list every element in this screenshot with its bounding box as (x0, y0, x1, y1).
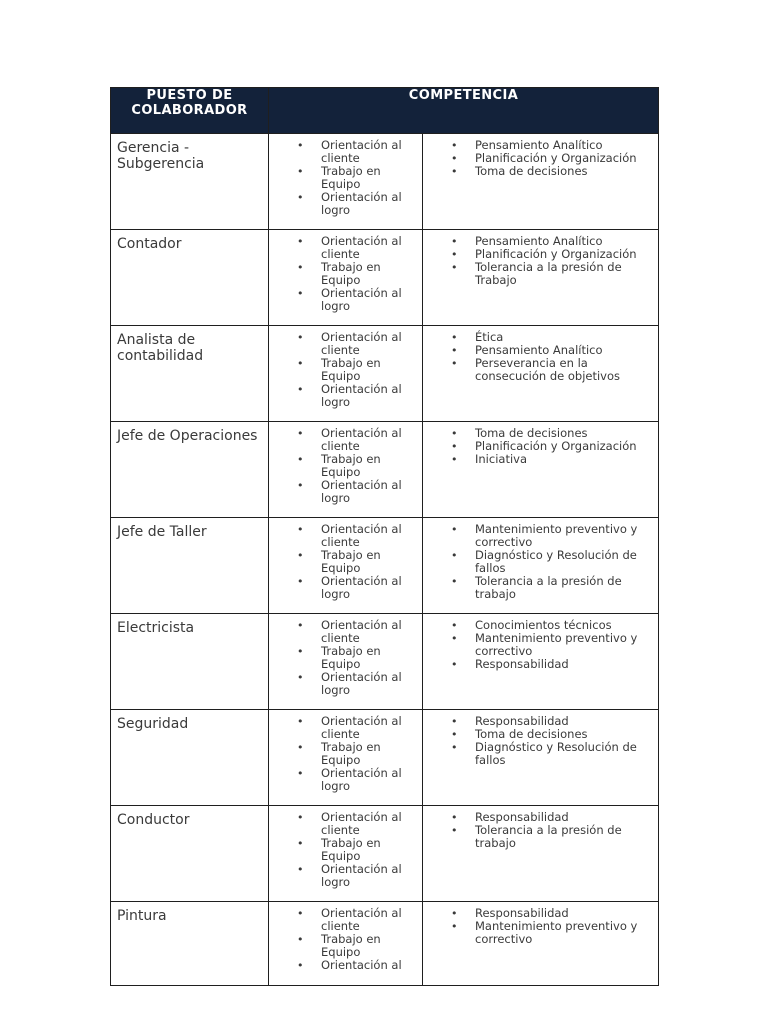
competencias-especificas-cell (423, 422, 659, 518)
table-row (111, 134, 659, 230)
list-item: • Orientación al cliente (269, 619, 422, 645)
list-item: • Mantenimiento preventivo y correctivo (423, 632, 658, 658)
list-item: • Pensamiento Analítico (423, 344, 658, 357)
competencias-especificas-list (423, 614, 658, 671)
list-item: • Diagnóstico y Resolución de fallos (423, 549, 658, 575)
list-item: • Toma de decisiones (423, 165, 658, 178)
list-item: • Trabajo en Equipo (269, 453, 422, 479)
competencias-especificas-cell (423, 326, 659, 422)
competencias-especificas-list (423, 134, 658, 178)
puesto-cell: Electricista (111, 614, 269, 710)
list-item: • Orientación al cliente (269, 715, 422, 741)
list-item: • Orientación al cliente (269, 907, 422, 933)
table-row (111, 326, 659, 422)
table-row (111, 710, 659, 806)
competencias-generales-cell (269, 806, 423, 902)
competencias-generales-cell (269, 134, 423, 230)
competencias-generales-cell (269, 230, 423, 326)
list-item: • Tolerancia a la presión de Trabajo (423, 261, 658, 287)
list-item: • Responsabilidad (423, 658, 658, 671)
competencias-generales-list (269, 230, 422, 313)
list-item: • Orientación al logro (269, 191, 422, 217)
competencias-generales-list (269, 710, 422, 793)
competencias-generales-list (269, 134, 422, 217)
competencias-generales-cell (269, 518, 423, 614)
list-item: • Trabajo en Equipo (269, 933, 422, 959)
list-item: • Diagnóstico y Resolución de fallos (423, 741, 658, 767)
competencias-especificas-list (423, 518, 658, 601)
list-item: • Tolerancia a la presión de trabajo (423, 824, 658, 850)
list-item: • Planificación y Organización (423, 248, 658, 261)
list-item: • Perseverancia en la consecución de objetivos (423, 357, 658, 383)
competencias-especificas-list (423, 710, 658, 767)
competencias-generales-list (269, 902, 422, 972)
table-header-row (111, 88, 659, 134)
list-item: • Orientación al cliente (269, 811, 422, 837)
competencias-especificas-cell (423, 710, 659, 806)
list-item: • Pensamiento Analítico (423, 235, 658, 248)
puesto-cell: Gerencia - Subgerencia (111, 134, 269, 230)
list-item: • Toma de decisiones (423, 728, 658, 741)
list-item: • Ética (423, 331, 658, 344)
competencias-generales-list (269, 518, 422, 601)
list-item: • Orientación al cliente (269, 139, 422, 165)
list-item: • Orientación al logro (269, 671, 422, 697)
list-item: • Orientación al cliente (269, 523, 422, 549)
list-item: • Responsabilidad (423, 907, 658, 920)
list-item: • Planificación y Organización (423, 440, 658, 453)
competencias-especificas-cell (423, 902, 659, 986)
competencias-generales-cell (269, 710, 423, 806)
list-item: • Orientación al cliente (269, 331, 422, 357)
puesto-cell: Jefe de Taller (111, 518, 269, 614)
list-item: • Orientación al cliente (269, 427, 422, 453)
list-item: • Mantenimiento preventivo y correctivo (423, 523, 658, 549)
list-item: • Orientación al logro (269, 575, 422, 601)
competencias-especificas-cell (423, 518, 659, 614)
table-body (111, 134, 659, 986)
list-item: • Orientación al logro (269, 287, 422, 313)
list-item: • Orientación al logro (269, 383, 422, 409)
list-item: • Trabajo en Equipo (269, 549, 422, 575)
list-item: • Conocimientos técnicos (423, 619, 658, 632)
puesto-cell: Analista de contabilidad (111, 326, 269, 422)
table-row (111, 614, 659, 710)
list-item: • Trabajo en Equipo (269, 357, 422, 383)
list-item: • Orientación al cliente (269, 235, 422, 261)
header-puesto: PUESTO DE COLABORADOR (111, 88, 269, 134)
competencias-generales-list (269, 326, 422, 409)
puesto-cell: Conductor (111, 806, 269, 902)
table-row (111, 230, 659, 326)
table-row (111, 806, 659, 902)
competencias-table (110, 87, 659, 986)
table-row (111, 518, 659, 614)
competencias-especificas-list (423, 326, 658, 383)
list-item: • Orientación al logro (269, 767, 422, 793)
competencias-especificas-cell (423, 806, 659, 902)
competencias-especificas-cell (423, 230, 659, 326)
competencias-especificas-list (423, 902, 658, 946)
table-row (111, 422, 659, 518)
puesto-cell: Pintura (111, 902, 269, 986)
list-item: • Responsabilidad (423, 811, 658, 824)
competencias-generales-cell (269, 326, 423, 422)
list-item: • Trabajo en Equipo (269, 261, 422, 287)
header-competencia: COMPETENCIA (269, 88, 659, 134)
competencias-generales-cell (269, 422, 423, 518)
puesto-cell: Seguridad (111, 710, 269, 806)
list-item: • Iniciativa (423, 453, 658, 466)
list-item: • Toma de decisiones (423, 427, 658, 440)
list-item: • Tolerancia a la presión de trabajo (423, 575, 658, 601)
competencias-generales-cell (269, 902, 423, 986)
competencias-especificas-list (423, 806, 658, 850)
list-item: • Orientación al logro (269, 479, 422, 505)
list-item: • Trabajo en Equipo (269, 165, 422, 191)
competencias-generales-list (269, 422, 422, 505)
table-row (111, 902, 659, 986)
puesto-cell: Contador (111, 230, 269, 326)
competencias-especificas-cell (423, 134, 659, 230)
list-item: • Responsabilidad (423, 715, 658, 728)
list-item: • Planificación y Organización (423, 152, 658, 165)
list-item: • Mantenimiento preventivo y correctivo (423, 920, 658, 946)
list-item: • Orientación al logro (269, 863, 422, 889)
competencias-generales-list (269, 614, 422, 697)
list-item: • Orientación al (269, 959, 422, 972)
list-item: • Trabajo en Equipo (269, 645, 422, 671)
list-item: • Trabajo en Equipo (269, 741, 422, 767)
list-item: • Pensamiento Analítico (423, 139, 658, 152)
competencias-especificas-list (423, 230, 658, 287)
competencias-generales-list (269, 806, 422, 889)
competencias-especificas-list (423, 422, 658, 466)
list-item: • Trabajo en Equipo (269, 837, 422, 863)
competencias-generales-cell (269, 614, 423, 710)
competencias-especificas-cell (423, 614, 659, 710)
puesto-cell: Jefe de Operaciones (111, 422, 269, 518)
